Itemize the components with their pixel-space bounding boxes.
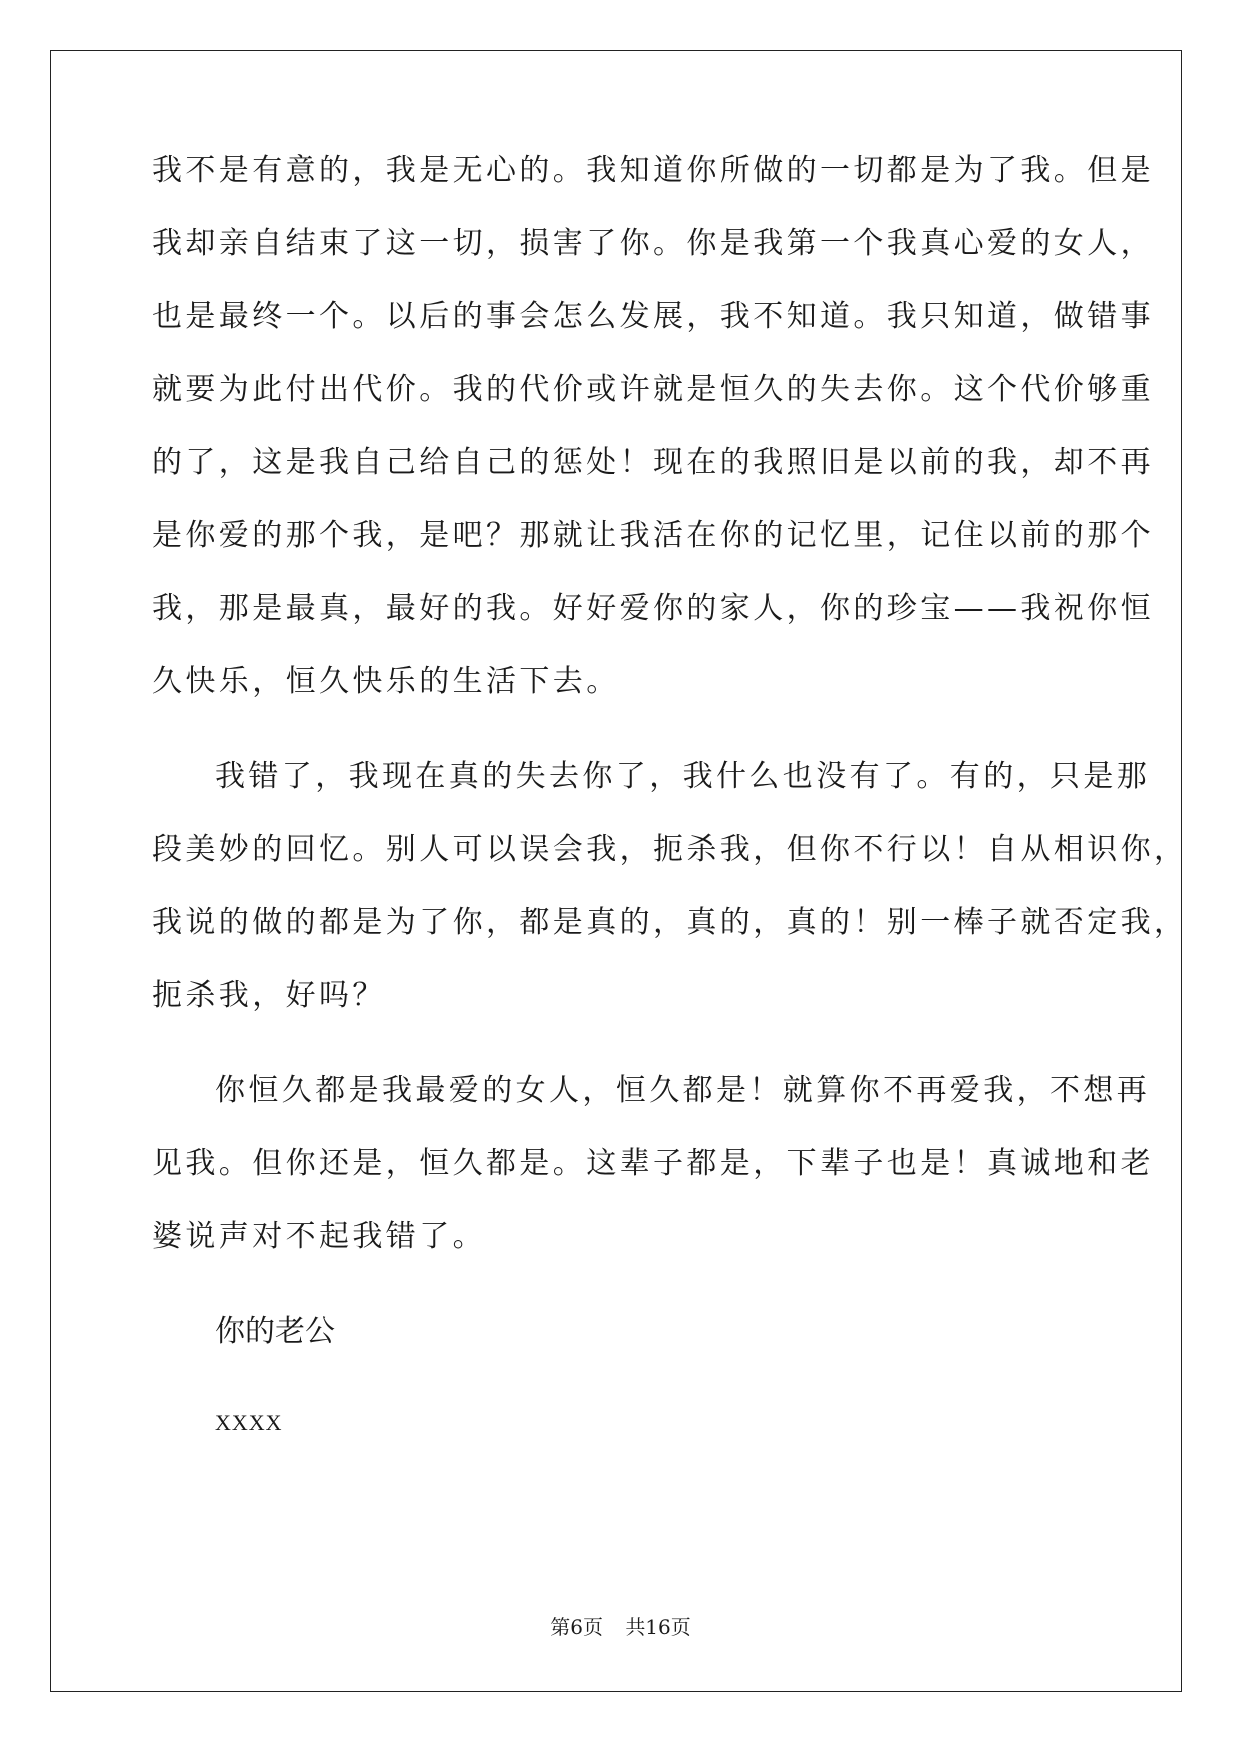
text-line: 你恒久都是我最爱的女人，恒久都是！就算你不再爱我，不想再 [215,1073,1151,1108]
text-line: 见我。但你还是，恒久都是。这辈子都是，下辈子也是！真诚地和老 [152,1146,1154,1181]
signature-name: XXXX [215,1410,283,1435]
text-line: 久快乐，恒久快乐的生活下去。 [152,664,620,699]
text-line: 婆说声对不起我错了。 [152,1219,486,1254]
text-line: 我不是有意的，我是无心的。我知道你所做的一切都是为了我。但是 [152,153,1154,188]
page-number: 第6页 [550,1615,603,1639]
page-footer [0,1614,1241,1640]
text-line: 是你爱的那个我，是吧？那就让我活在你的记忆里，记住以前的那个 [152,518,1154,553]
text-line: 我错了，我现在真的失去你了，我什么也没有了。有的，只是那 [215,759,1151,794]
text-line: 扼杀我，好吗？ [152,978,386,1013]
page-total: 共16页 [625,1615,691,1639]
text-line: 段美妙的回忆。别人可以误会我，扼杀我，但你不行以！自从相识你， [152,832,1188,867]
text-line: 就要为此付出代价。我的代价或许就是恒久的失去你。这个代价够重 [152,372,1154,407]
text-line: 也是最终一个。以后的事会怎么发展，我不知道。我只知道，做错事 [152,299,1154,334]
text-line: 我说的做的都是为了你，都是真的，真的，真的！别一棒子就否定我， [152,905,1188,940]
signature-line: 你的老公 [215,1314,335,1349]
text-line: 我，那是最真，最好的我。好好爱你的家人，你的珍宝——我祝你恒 [152,591,1154,626]
text-line: 的了，这是我自己给自己的惩处！现在的我照旧是以前的我，却不再 [152,445,1154,480]
text-line: 我却亲自结束了这一切，损害了你。你是我第一个我真心爱的女人， [152,226,1154,261]
